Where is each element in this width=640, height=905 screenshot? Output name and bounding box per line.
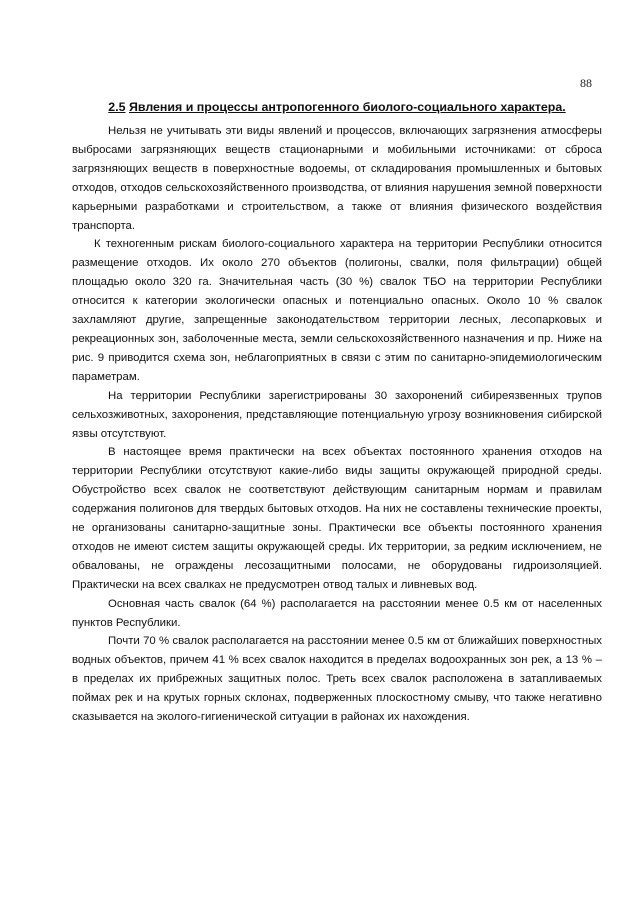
section-title: Явления и процессы антропогенного биолого-социального характера.	[128, 100, 566, 114]
paragraph: К техногенным рискам биолого-социального характера на территории Республики относится размещение отходов. Их около 270 объектов (полигоны, свалки, поля фильтрации) общей площадью около 320 га. Значительная часть (30 %) свалок ТБО на территории Республики относится к категории экологически опасных и потенциально опасных. Около 10 % свалок захламляют другие, запрещенные законодательством территории лесных, лесопарковых и рекреационных зон, заболоченные места, земли сельскохозяйственного назначения и пр. Ниже на рис. 9 приводится схема зон, неблагоприятных в связи с этим по санитарно-эпидемиологическим параметрам.	[72, 238, 602, 383]
paragraph: Основная часть свалок (64 %) располагается на расстоянии менее 0.5 км от населенных пунктов Республики.	[72, 597, 602, 629]
paragraph: Почти 70 % свалок располагается на расстоянии менее 0.5 км от ближайших поверхностных водных объектов, причем 41 % всех свалок находится в пределах водоохранных зон рек, а 13 % – в пределах их прибрежных защитных полос. Треть всех свалок расположена в затапливаемых поймах рек и на крутых горных склонах, подверженных плоскостному смыву, что также негативно сказывается на эколого-гигиенической ситуации в районах их нахождения.	[72, 635, 602, 724]
body-text	[72, 122, 602, 727]
section-heading	[72, 98, 602, 116]
paragraph: Нельзя не учитывать эти виды явлений и процессов, включающих загрязнения атмосферы выбросами загрязняющих веществ стационарными и мобильными источниками: от сброса загрязняющих веществ в поверхностные водоемы, от складирования промышленных и бытовых отходов, отходов сельскохозяйственного производства, от влияния нарушения земной поверхности карьерными разработками и строительством, а также от влияния физического воздействия транспорта.	[72, 125, 602, 232]
paragraph: На территории Республики зарегистрированы 30 захоронений сибиреязвенных трупов сельхозживотных, захоронения, представляющие потенциальную угрозу возникновения сибирской язвы отсутствуют.	[72, 389, 602, 440]
section-number: 2.5	[108, 100, 126, 114]
paragraph: В настоящее время практически на всех объектах постоянного хранения отходов на территории Республики отсутствуют какие-либо виды защиты окружающей природной среды. Обустройство всех свалок не соответствуют действующим санитарным нормам и правилам содержания полигонов для твердых бытовых отходов. На них не составлены технические проекты, не организованы санитарно-защитные зоны. Практически все объекты постоянного хранения отходов не имеют систем защиты окружающей среды. Их территории, за редким исключением, не обвалованы, не ограждены лесозащитными полосами, не оборудованы гидроизоляцией. Практически на всех свалках не предусмотрен отвод талых и ливневых вод.	[72, 446, 602, 591]
page-number: 88	[580, 76, 592, 90]
